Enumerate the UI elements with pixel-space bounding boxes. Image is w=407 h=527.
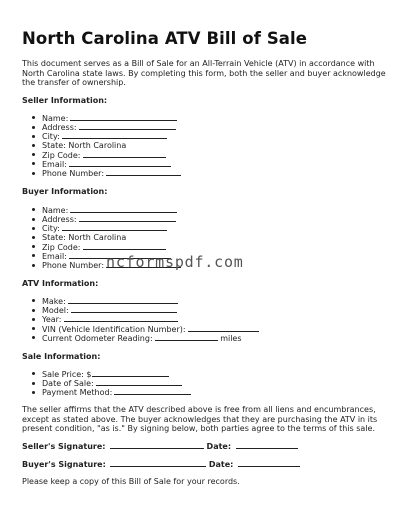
seller-signature-row <box>22 441 298 451</box>
seller-zip-field[interactable] <box>83 150 166 158</box>
buyer-name-field[interactable] <box>70 205 177 213</box>
sale-date-item <box>22 378 191 387</box>
atv-model-field[interactable] <box>71 305 177 313</box>
seller-name-field[interactable] <box>70 113 177 121</box>
sale-price-field[interactable] <box>92 369 169 377</box>
atv-year-field[interactable] <box>64 314 178 322</box>
sale-heading: Sale Information: <box>22 352 101 361</box>
seller-email-item <box>22 159 181 168</box>
buyer-heading: Buyer Information: <box>22 187 108 196</box>
sale-date-label: Date of Sale: <box>42 379 94 389</box>
buyer-city-label: City: <box>42 224 60 234</box>
seller-phone-label: Phone Number: <box>42 169 105 179</box>
atv-make-item <box>22 296 259 305</box>
seller-city-field[interactable] <box>62 131 167 139</box>
seller-phone-field[interactable] <box>106 168 181 176</box>
seller-state-label: State: <box>42 140 66 150</box>
seller-email-label: Email: <box>42 159 67 169</box>
buyer-state-item <box>22 233 181 242</box>
sale-price-item <box>22 369 191 378</box>
seller-address-field[interactable] <box>79 122 176 130</box>
buyer-name-item <box>22 205 181 214</box>
seller-phone-item <box>22 168 181 177</box>
buyer-address-field[interactable] <box>79 214 176 222</box>
buyer-signature-field[interactable] <box>110 459 206 467</box>
seller-signature-label: Seller's Signature: <box>22 442 106 451</box>
seller-zip-item <box>22 150 181 159</box>
buyer-city-item <box>22 223 181 232</box>
buyer-address-label: Address: <box>42 215 77 225</box>
buyer-city-field[interactable] <box>62 223 167 231</box>
buyer-zip-item <box>22 242 181 251</box>
atv-vin-field[interactable] <box>188 324 259 332</box>
payment-method-field[interactable] <box>114 387 191 395</box>
atv-model-item <box>22 305 259 314</box>
seller-email-field[interactable] <box>69 159 171 167</box>
buyer-date-label: Date: <box>208 460 234 469</box>
atv-odometer-label: Current Odometer Reading: <box>42 333 153 343</box>
buyer-zip-field[interactable] <box>83 242 166 250</box>
document-title: North Carolina ATV Bill of Sale <box>22 29 308 48</box>
atv-year-item <box>22 314 259 323</box>
atv-vin-item <box>22 324 259 333</box>
intro-paragraph: This document serves as a Bill of Sale for an All-Terrain Vehicle (ATV) in accordance with North Carolina state laws. By completing this form, both the seller and buyer acknowledge the transfer of ownership. <box>22 59 386 88</box>
sale-date-field[interactable] <box>96 378 182 386</box>
buyer-state-label: State: <box>42 232 66 242</box>
footer-note: Please keep a copy of this Bill of Sale for your records. <box>22 477 240 486</box>
buyer-email-label: Email: <box>42 251 67 261</box>
seller-heading: Seller Information: <box>22 96 108 105</box>
seller-date-label: Date: <box>206 442 232 451</box>
seller-fields <box>22 113 181 177</box>
seller-state-item <box>22 141 181 150</box>
atv-vin-label: VIN (Vehicle Identification Number): <box>42 324 186 334</box>
atv-fields <box>22 296 259 342</box>
sale-fields <box>22 369 191 397</box>
seller-signature-field[interactable] <box>110 441 204 449</box>
atv-year-label: Year: <box>42 315 62 325</box>
atv-make-field[interactable] <box>68 296 178 304</box>
buyer-name-label: Name: <box>42 206 69 215</box>
seller-state-value: North Carolina <box>68 140 127 150</box>
buyer-date-field[interactable] <box>238 459 300 467</box>
sale-price-label: Sale Price: $ <box>42 370 92 379</box>
payment-method-item <box>22 387 191 396</box>
atv-heading: ATV Information: <box>22 279 99 288</box>
atv-make-label: Make: <box>42 297 66 306</box>
buyer-phone-label: Phone Number: <box>42 261 105 271</box>
buyer-signature-row <box>22 459 300 469</box>
seller-city-label: City: <box>42 132 60 142</box>
seller-zip-label: Zip Code: <box>42 150 81 160</box>
seller-name-item <box>22 113 181 122</box>
buyer-signature-label: Buyer's Signature: <box>22 460 106 469</box>
payment-method-label: Payment Method: <box>42 388 113 398</box>
seller-city-item <box>22 131 181 140</box>
buyer-zip-label: Zip Code: <box>42 242 81 252</box>
seller-address-label: Address: <box>42 123 77 133</box>
seller-date-field[interactable] <box>236 441 298 449</box>
atv-odometer-item <box>22 333 259 342</box>
watermark-text: ncformspdf.com <box>106 253 244 271</box>
atv-odometer-field[interactable] <box>155 333 218 341</box>
affirmation-paragraph: The seller affirms that the ATV described above is free from all liens and encumbrances, except as stated above. The buyer acknowledges that they are purchasing the ATV in its present condition, "as is." By signing below, both parties agree to the terms of this sale. <box>22 405 378 434</box>
buyer-state-value: North Carolina <box>68 232 127 242</box>
seller-name-label: Name: <box>42 114 69 123</box>
atv-model-label: Model: <box>42 306 69 316</box>
buyer-address-item <box>22 214 181 223</box>
atv-odometer-unit: miles <box>220 333 242 343</box>
seller-address-item <box>22 122 181 131</box>
